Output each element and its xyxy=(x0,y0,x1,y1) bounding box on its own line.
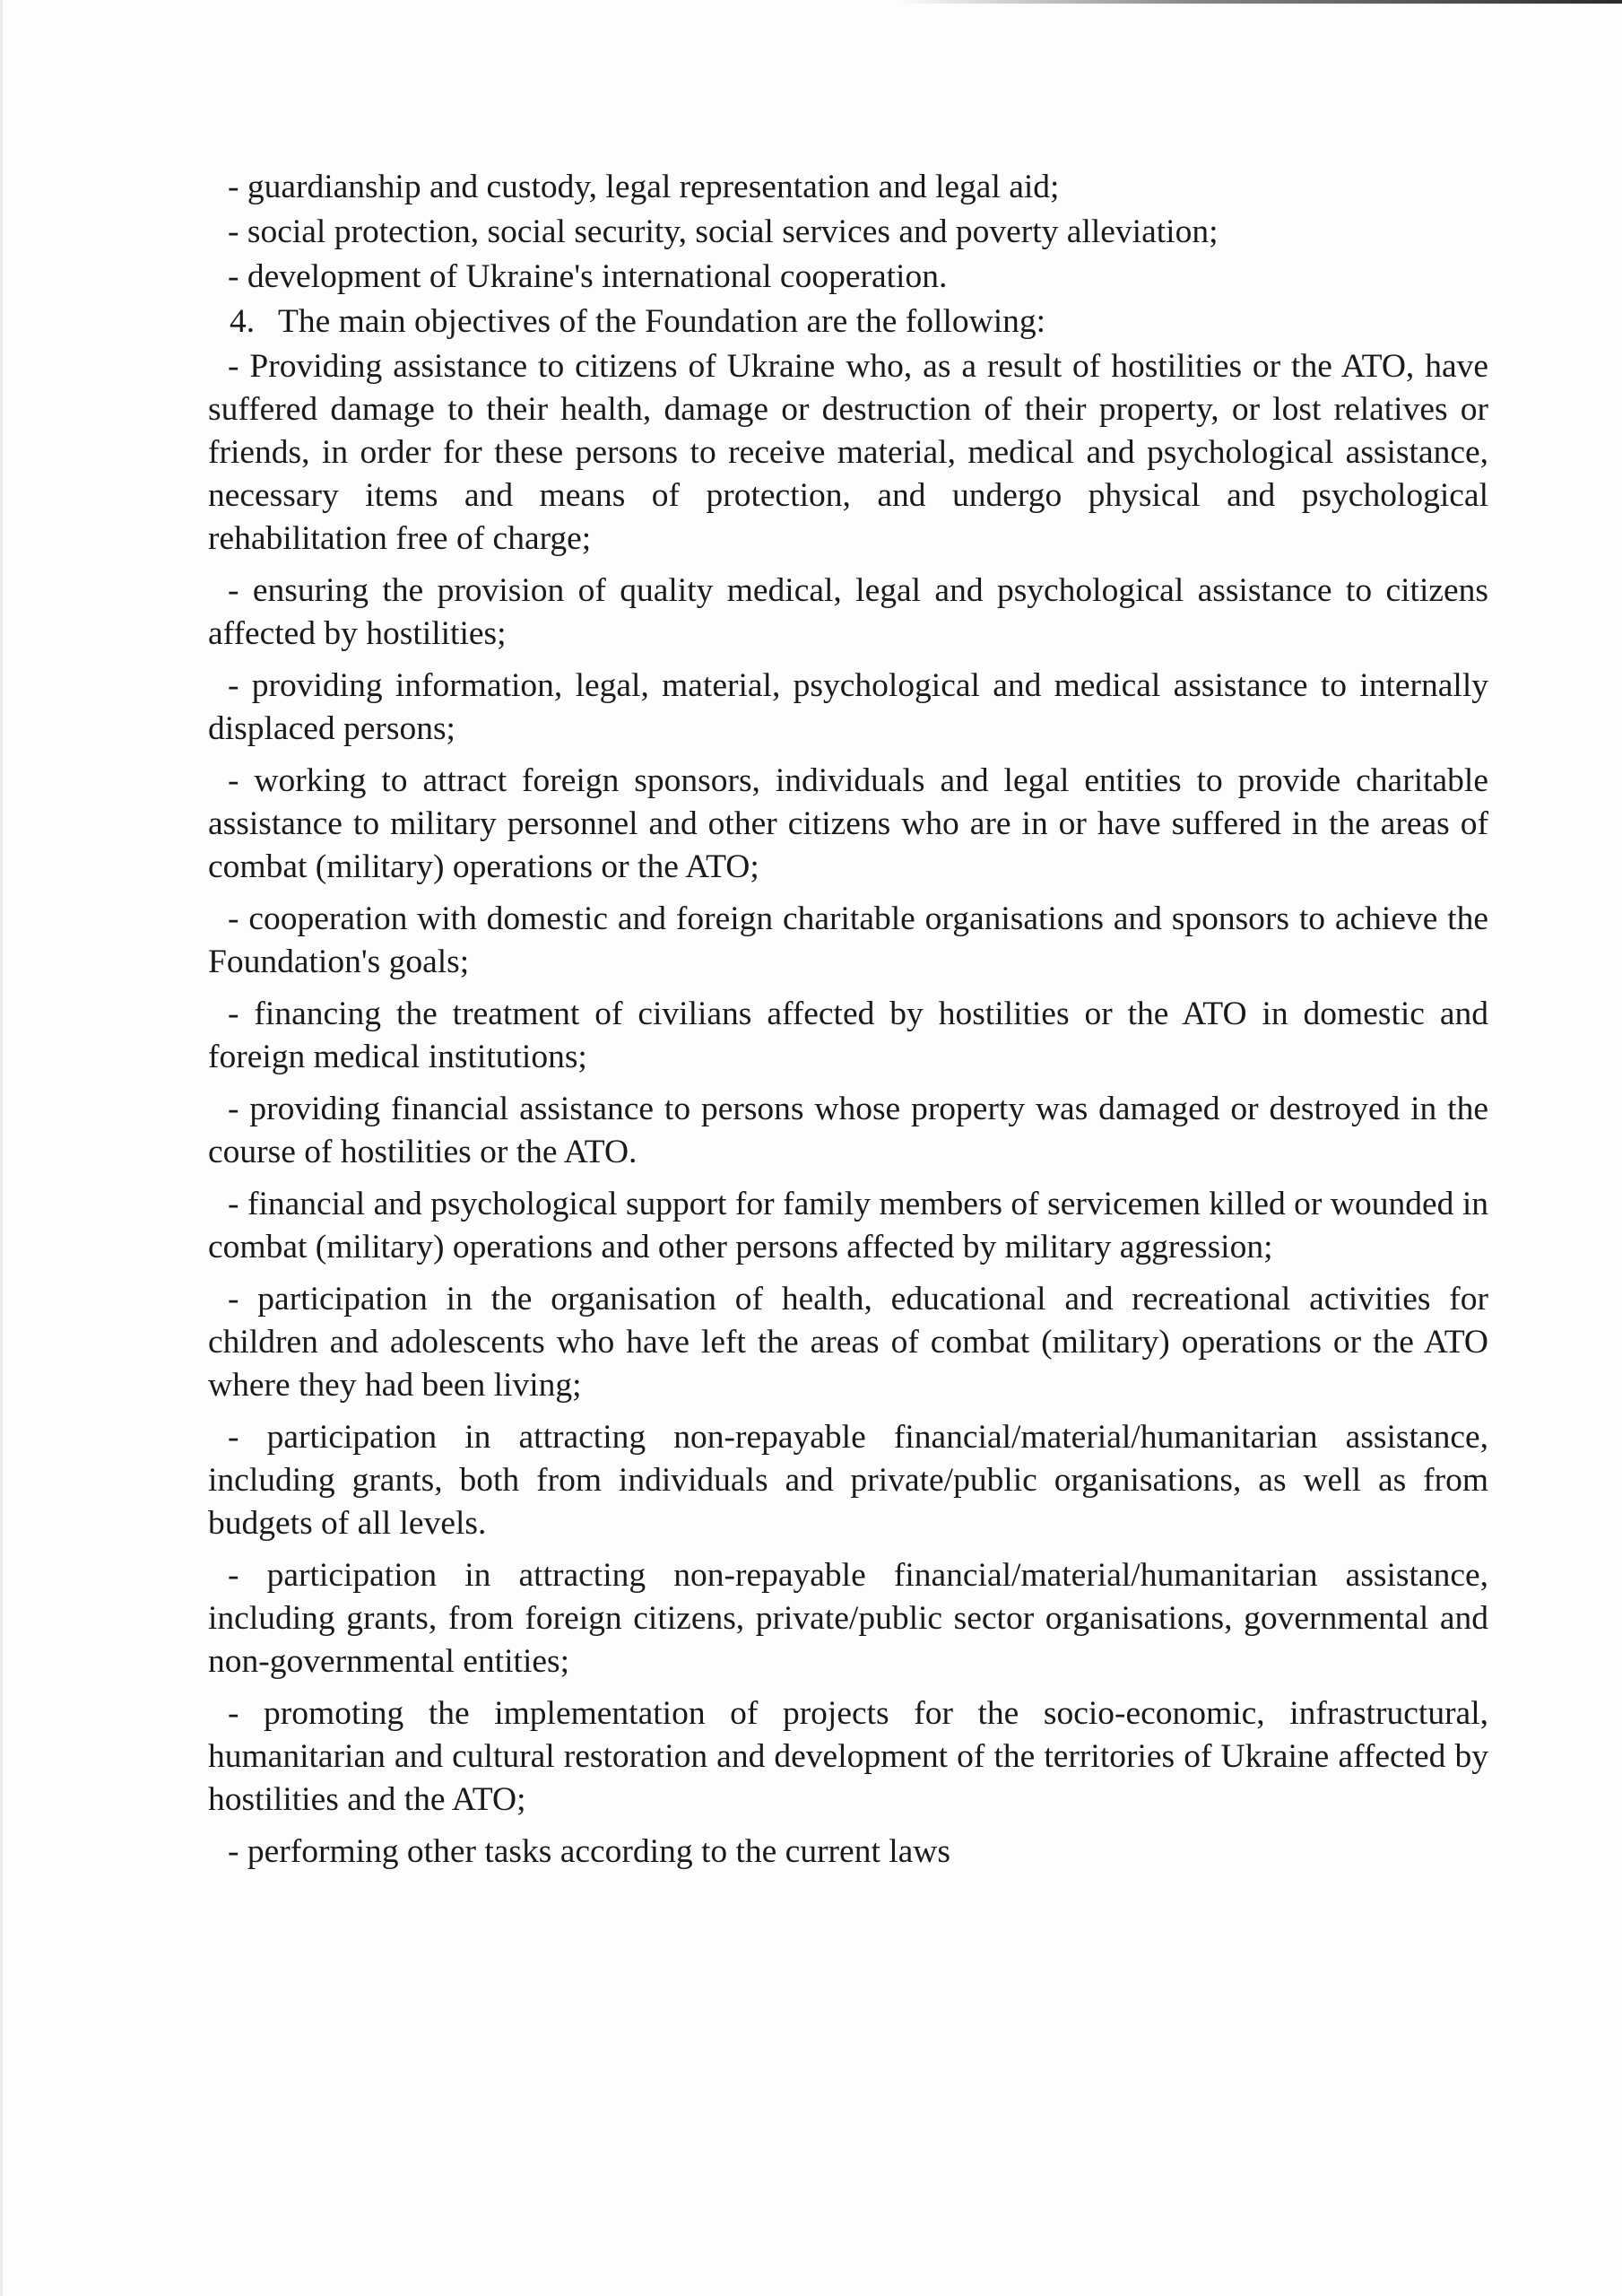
section-heading xyxy=(208,300,1488,344)
objective-item: - financing the treatment of civilians affected by hostilities or the ATO in domestic and foreign medical institutions; xyxy=(208,996,1488,1075)
section-heading-text: The main objectives of the Foundation are the following: xyxy=(278,303,1046,340)
objective-item: - working to attract foreign sponsors, individuals and legal entities to provide charitable assistance to military personnel and other citizens who are in or have suffered in the areas of combat (military) operations or the ATO; xyxy=(208,762,1488,885)
objective-item: - participation in attracting non-repayable financial/material/humanitarian assistance, including grants, both from individuals and private/public organisations, as well as from budgets of all levels. xyxy=(208,1419,1488,1542)
intro-item-international-cooperation: - development of Ukraine's international cooperation. xyxy=(228,258,948,295)
objective-item: - promoting the implementation of projects for the socio-economic, infrastructural, humanitarian and cultural restoration and development of the territories of Ukraine affected by hostilities and the ATO; xyxy=(208,1695,1488,1818)
scan-edge-left xyxy=(0,0,3,2296)
document-page xyxy=(208,166,1488,1883)
objective-item: - Providing assistance to citizens of Ukraine who, as a result of hostilities or the ATO, have suffered damage to their health, damage or destruction of their property, or lost relatives or friends, in order for these persons to receive material, medical and psychological assistance, necessary items and means of protection, and undergo physical and psychological rehabilitation free of charge; xyxy=(208,348,1488,557)
scan-edge-top xyxy=(897,0,1622,4)
objective-item: - ensuring the provision of quality medical, legal and psychological assistance to citizens affected by hostilities; xyxy=(208,572,1488,652)
objective-item: - cooperation with domestic and foreign charitable organisations and sponsors to achieve the Foundation's goals; xyxy=(208,900,1488,980)
objective-item: - providing financial assistance to persons whose property was damaged or destroyed in the course of hostilities or the ATO. xyxy=(208,1091,1488,1170)
objective-item: - performing other tasks according to the current laws xyxy=(228,1833,950,1870)
objective-item: - participation in attracting non-repayable financial/material/humanitarian assistance, including grants, from foreign citizens, private/public sector organisations, governmental and non-governmental entities; xyxy=(208,1557,1488,1680)
intro-item-social-protection: - social protection, social security, social services and poverty alleviation; xyxy=(228,213,1219,250)
objective-item: - providing information, legal, material, psychological and medical assistance to internally displaced persons; xyxy=(208,667,1488,747)
objective-item: - financial and psychological support for family members of servicemen killed or wounded in combat (military) operations and other persons affected by military aggression; xyxy=(208,1186,1488,1265)
objective-item: - participation in the organisation of health, educational and recreational activities for children and adolescents who have left the areas of combat (military) operations or the ATO where they had been living; xyxy=(208,1281,1488,1404)
section-number: 4. xyxy=(230,303,256,340)
intro-item-guardianship: - guardianship and custody, legal representation and legal aid; xyxy=(228,169,1060,205)
